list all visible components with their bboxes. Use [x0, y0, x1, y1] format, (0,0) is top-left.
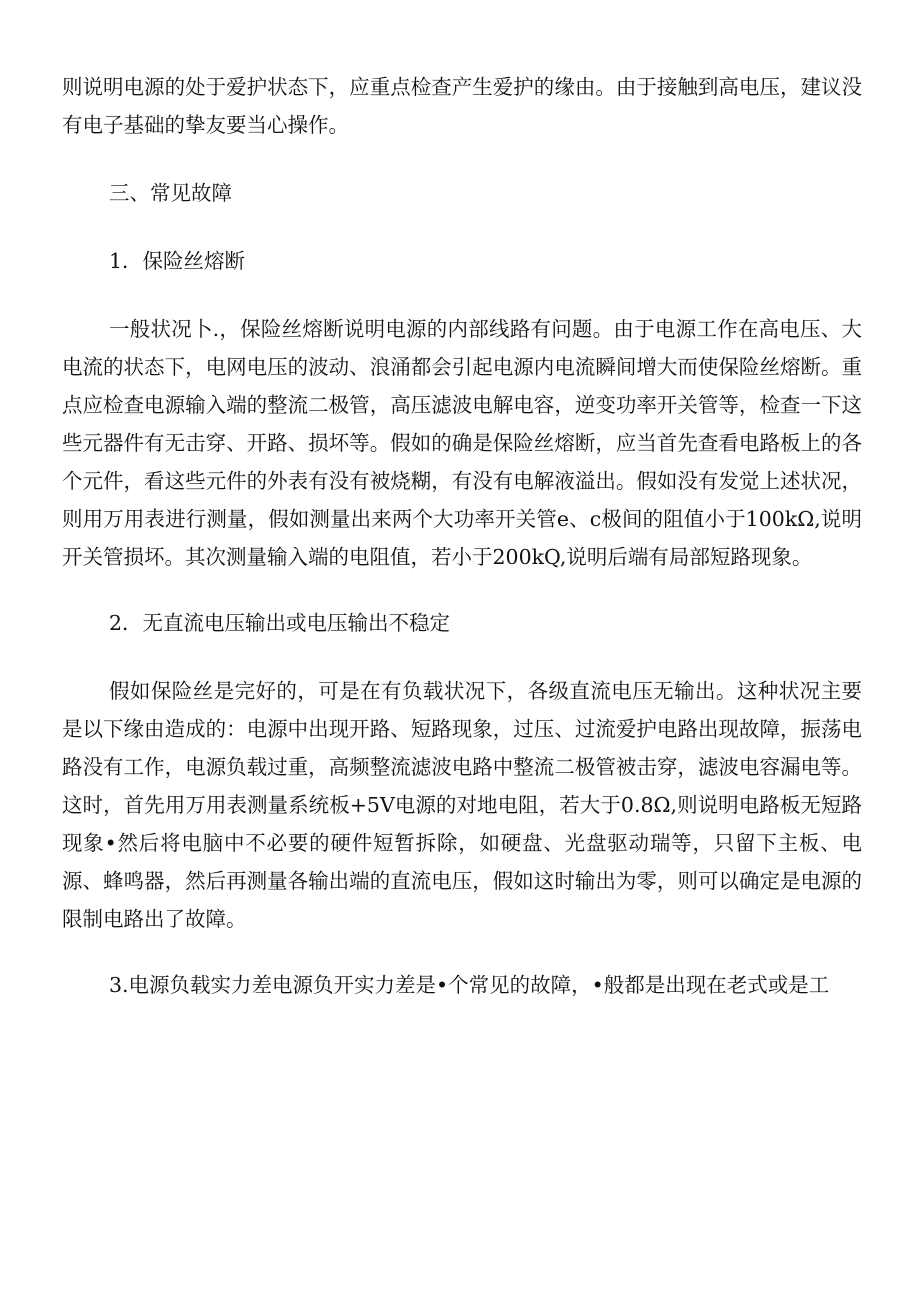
subheading-fuse-blown: 1．保险丝熔断	[109, 249, 246, 273]
section-heading-common-faults: 三、常见故障	[109, 181, 232, 205]
paragraph-fuse-blown: 一般状况卜.，保险丝熔断说明电源的内部线路有问题。由于电源工作在高电压、大电流的状态下，电网电压的波动、浪涌都会引起电源内电流瞬间增大而使保险丝熔断。重点应检查电源输入端的整流二极管，高压滤波电解电容，逆变功率开关管等，检查一下这些元器件有无击穿、开路、损坏等。假如的确是保险丝熔断，应当首先查看电路板上的各个元件，看这些元件的外表有没有被烧糊，有没有电解液溢出。假如没有发觉上述状况，则用万用表进行测量，假如测量出来两个大功率开关管e、c极间的阻值小于100kΩ,说明开关管损坏。其次测量输入端的电阻值，若小于200kQ,说明后端有局部短路现象。	[62, 317, 862, 569]
paragraph-load-capacity: 3.电源负载实力差电源负开实力差是•个常见的故障，•般都是出现在老式或是工	[109, 973, 830, 997]
paragraph-no-dc-output: 假如保险丝是完好的，可是在有负载状况下，各级直流电压无输出。这种状况主要是以下缘由造成的：电源中出现开路、短路现象，过压、过流爱护电路出现故障，振荡电路没有工作，电源负载过重，高频整流滤波电路中整流二极管被击穿，滤波电容漏电等。这时，首先用万用表测量系统板+5V电源的对地电阻，若大于0.8Ω,则说明电路板无短路现象•然后将电脑中不必要的硬件短暂拆除，如硬盘、光盘驱动瑞等，只留下主板、电源、蜂鸣器，然后再测量各输出端的直流电压，假如这时输出为零，则可以确定是电源的限制电路出了故障。	[62, 679, 862, 931]
intro-paragraph: 则说明电源的处于爱护状态下，应重点检查产生爱护的缘由。由于接触到高电压，建议没有电子基础的挚友要当心操作。	[62, 75, 862, 137]
subheading-no-dc-output: 2．无直流电压输出或电压输出不稳定	[109, 611, 451, 635]
document-page	[62, 68, 862, 1004]
